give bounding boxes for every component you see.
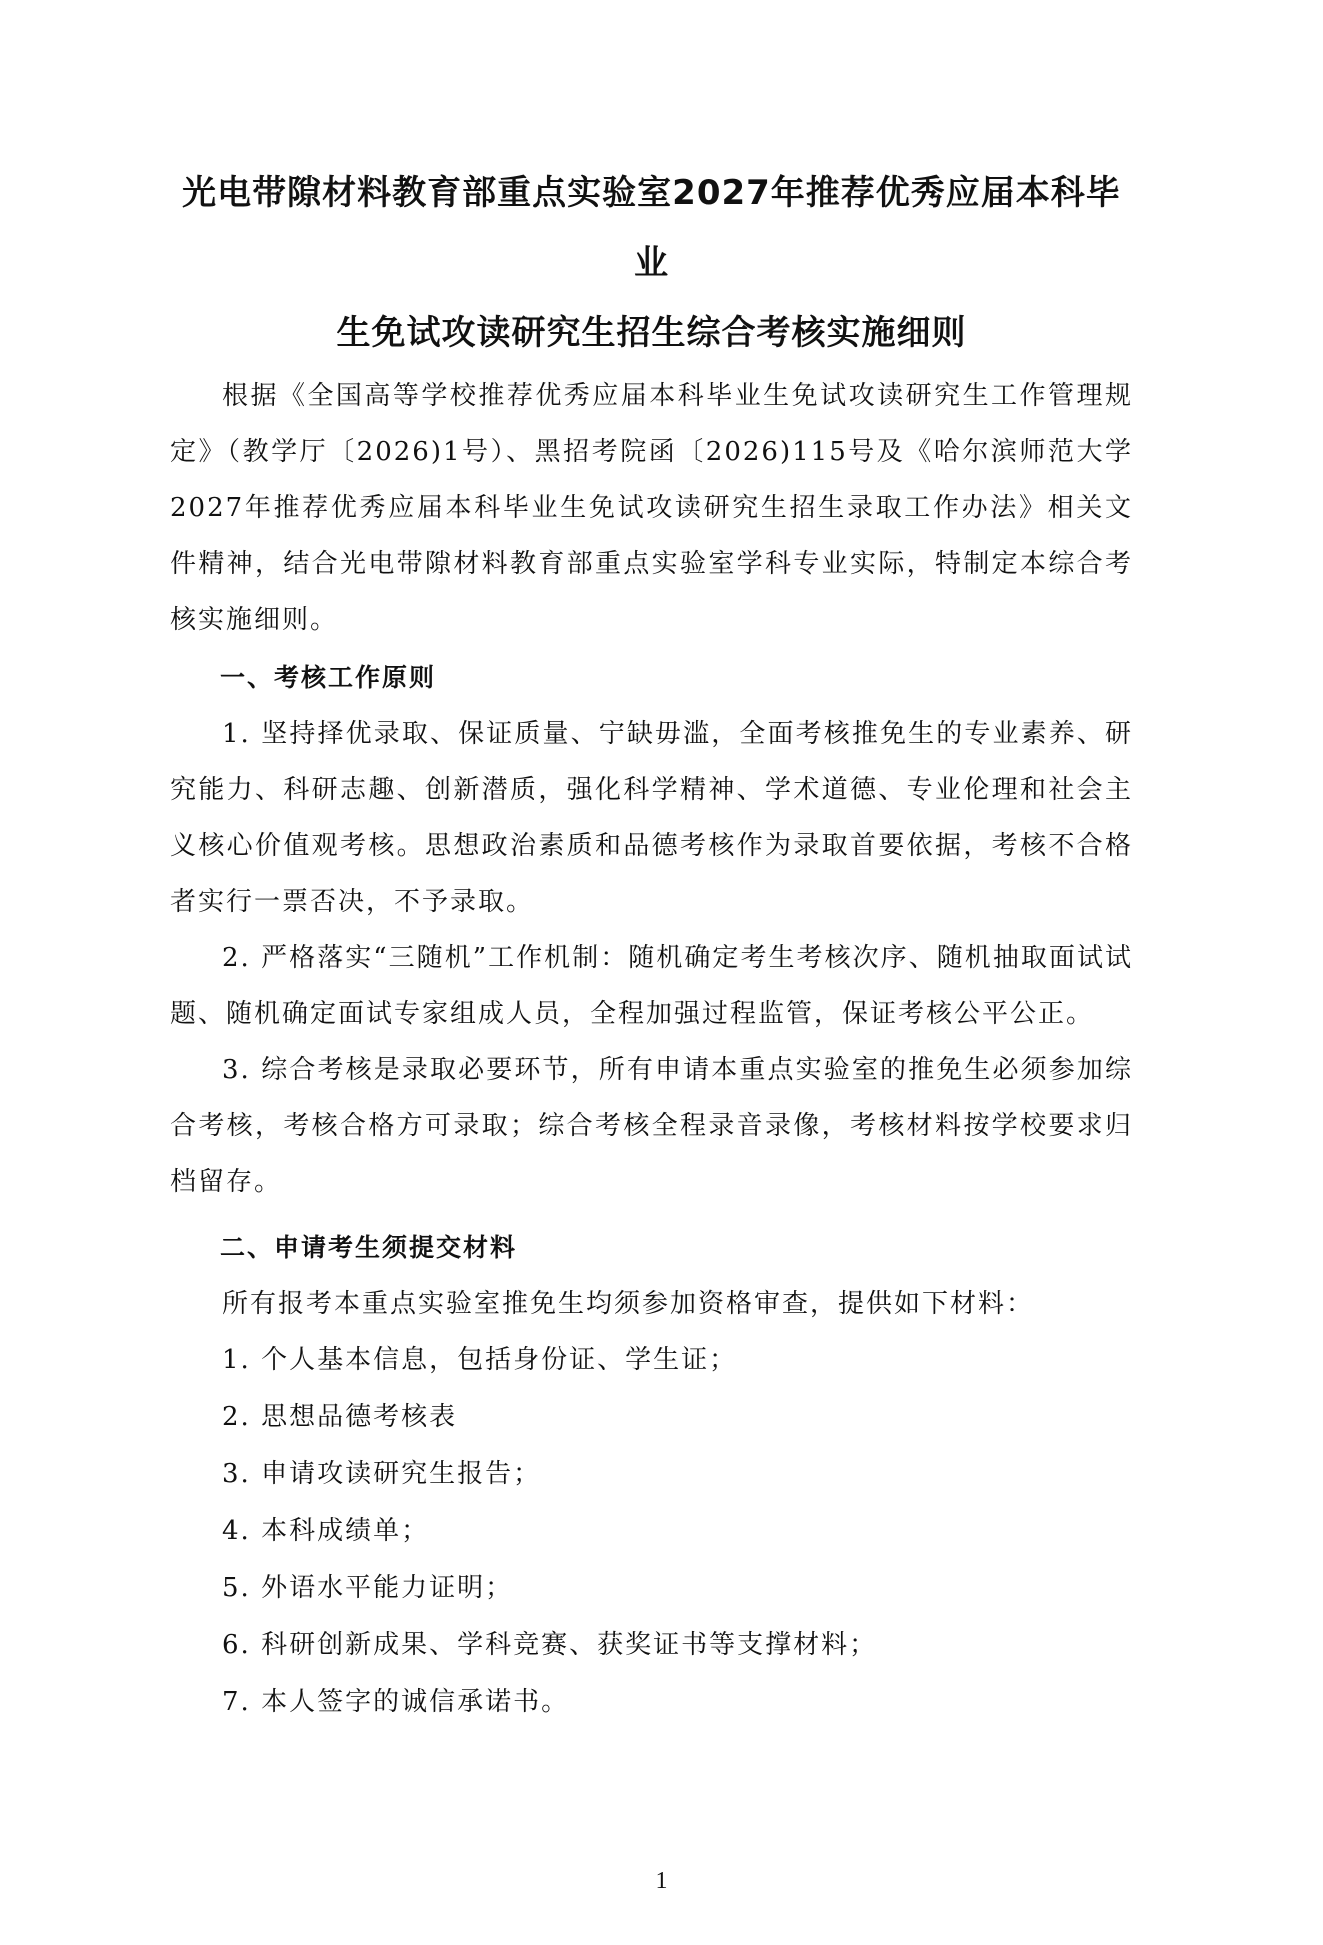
section1-heading: 一、考核工作原则 — [220, 663, 437, 692]
section2-heading: 二、申请考生须提交材料 — [220, 1233, 518, 1262]
material-item-6: 6. 科研创新成果、学科竞赛、获奖证书等支撑材料； — [222, 1630, 878, 1660]
title-line-2: 生免试攻读研究生招生综合考核实施细则 — [336, 313, 967, 353]
document-title — [170, 158, 1133, 368]
intro-paragraph: 根据《全国高等学校推荐优秀应届本科毕业生免试攻读研究生工作管理规定》（教学厅〔2026)1号）、黑招考院函〔2026)115号及《哈尔滨师范大学2027年推荐优秀应届本科毕业生免试攻读研究生招生录取工作办法》相关文件精神，结合光电带隙材料教育部重点实验室学科专业实际，特制定本综合考核实施细则。 — [170, 381, 1133, 635]
section2-intro: 所有报考本重点实验室推免生均须参加资格审查，提供如下材料： — [222, 1289, 1035, 1319]
page-number: 1 — [655, 1868, 668, 1894]
material-item-5: 5. 外语水平能力证明； — [222, 1573, 514, 1603]
material-item-3: 3. 申请攻读研究生报告； — [222, 1459, 542, 1489]
material-item-1: 1. 个人基本信息，包括身份证、学生证； — [222, 1345, 738, 1375]
material-item-2: 2. 思想品德考核表 — [222, 1402, 458, 1432]
material-item-4: 4. 本科成绩单； — [222, 1516, 430, 1546]
section1-item-1: 1. 坚持择优录取、保证质量、宁缺毋滥，全面考核推免生的专业素养、研究能力、科研志趣、创新潜质，强化科学精神、学术道德、专业伦理和社会主义核心价值观考核。思想政治素质和品德考核作为录取首要依据，考核不合格者实行一票否决，不予录取。 — [170, 719, 1133, 917]
title-line-1: 光电带隙材料教育部重点实验室2027年推荐优秀应届本科毕业 — [182, 173, 1121, 283]
material-item-7: 7. 本人签字的诚信承诺书。 — [222, 1687, 570, 1717]
section1-item-3: 3. 综合考核是录取必要环节，所有申请本重点实验室的推免生必须参加综合考核，考核合格方可录取；综合考核全程录音录像，考核材料按学校要求归档留存。 — [170, 1055, 1133, 1197]
section1-item-2: 2. 严格落实“三随机”工作机制：随机确定考生考核次序、随机抽取面试试题、随机确定面试专家组成人员，全程加强过程监管，保证考核公平公正。 — [170, 943, 1133, 1029]
